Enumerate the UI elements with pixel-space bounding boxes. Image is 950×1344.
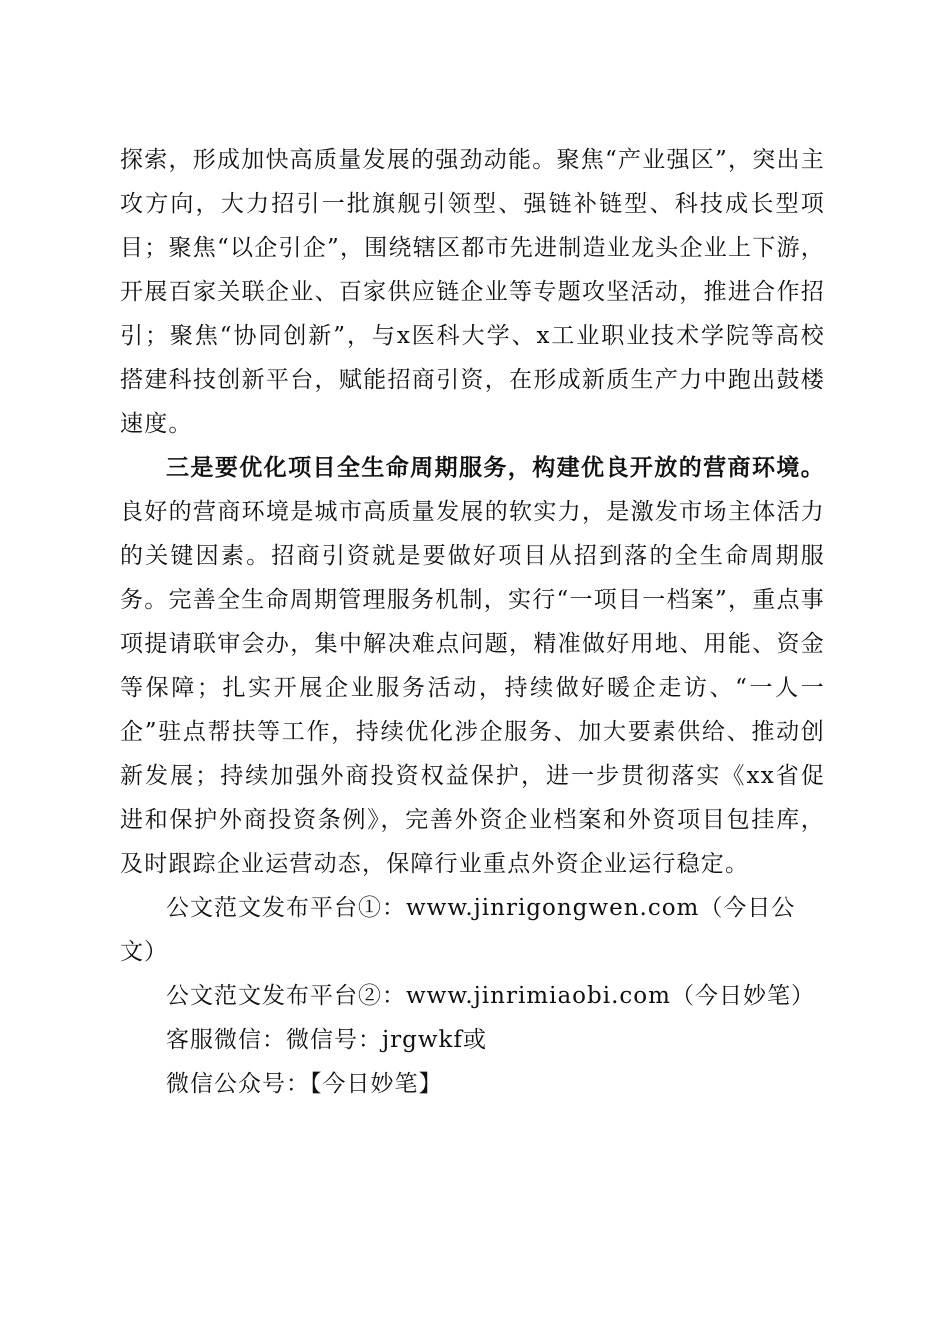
wechat-official-account: 微信公众号：【今日妙笔】 bbox=[166, 1071, 443, 1097]
paragraph-service bbox=[120, 446, 825, 886]
document-body bbox=[120, 138, 825, 1106]
platform-2-link[interactable]: 公文范文发布平台②：www.jinrimiaobi.com（今日妙笔） bbox=[166, 983, 815, 1009]
paragraph-heading: 三是要优化项目全生命周期服务，构建优良开放的营商环境。 bbox=[166, 454, 825, 481]
paragraph-continuation: 探索，形成加快高质量发展的强劲动能。聚焦“产业强区”，突出主攻方向，大力招引一批旗舰引领型、强链补链型、科技成长型项目；聚焦“以企引企”，围绕辖区都市先进制造业龙头企业上下游，开展百家关联企业、百家供应链企业等专题攻坚活动，推进合作招引；聚焦“协同创新”，与x医科大学、x工业职业技术学院等高校搭建科技创新平台，赋能招商引资，在形成新质生产力中跑出鼓楼速度。 bbox=[120, 147, 825, 437]
customer-service-wechat: 客服微信：微信号：jrgwkf或 bbox=[166, 1027, 487, 1053]
platform-1-link[interactable]: 公文范文发布平台①：www.jinrigongwen.com（今日公文） bbox=[120, 895, 796, 965]
paragraph-body: 良好的营商环境是城市高质量发展的软实力，是激发市场主体活力的关键因素。招商引资就是要做好项目从招到落的全生命周期服务。完善全生命周期管理服务机制，实行“一项目一档案”，重点事项提请联审会办，集中解决难点问题，精准做好用地、用能、资金等保障；扎实开展企业服务活动，持续做好暖企走访、“一人一企”驻点帮扶等工作，持续优化涉企服务、加大要素供给、推动创新发展；持续加强外商投资权益保护，进一步贯彻落实《xx省促进和保护外商投资条例》，完善外资企业档案和外资项目包挂库，及时跟踪企业运营动态，保障行业重点外资企业运行稳定。 bbox=[120, 499, 825, 877]
